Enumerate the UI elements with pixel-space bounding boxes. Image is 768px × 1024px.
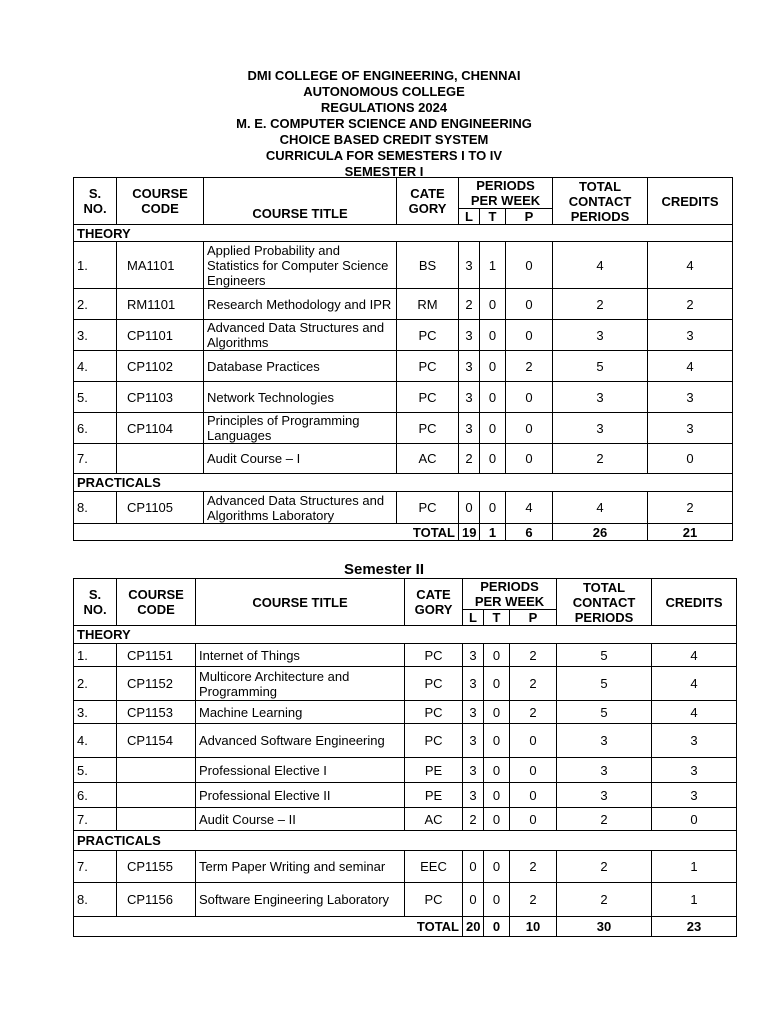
row-l: 3: [463, 701, 484, 724]
total-l: 20: [463, 917, 484, 937]
row-t: 0: [484, 724, 510, 758]
table-row: [74, 351, 733, 382]
theory-label: THEORY: [74, 225, 733, 242]
row-credits: 0: [652, 808, 737, 831]
semester-1-table: [73, 177, 733, 541]
row-l: 3: [463, 783, 484, 808]
semester-1-title: SEMESTER I: [344, 164, 424, 179]
row-contact: 4: [553, 492, 648, 524]
row-l: 3: [459, 242, 480, 289]
total-credits: 23: [652, 917, 737, 937]
row-course-title: Professional Elective I: [196, 758, 405, 783]
row-course-title: Advanced Software Engineering: [196, 724, 405, 758]
total-p: 10: [510, 917, 557, 937]
row-course-code: [117, 783, 196, 808]
row-l: 0: [463, 883, 484, 917]
row-contact: 3: [553, 413, 648, 444]
row-t: 0: [484, 883, 510, 917]
row-category: PC: [397, 382, 459, 413]
total-row: [74, 917, 737, 937]
row-category: PE: [405, 783, 463, 808]
row-p: 0: [510, 724, 557, 758]
row-p: 2: [510, 883, 557, 917]
col-t: T: [484, 610, 510, 626]
row-course-title: Professional Elective II: [196, 783, 405, 808]
row-contact: 5: [557, 701, 652, 724]
practicals-label: PRACTICALS: [74, 474, 733, 492]
col-title: COURSE TITLE: [204, 178, 397, 225]
row-contact: 3: [553, 320, 648, 351]
row-course-code: CP1156: [117, 883, 196, 917]
practicals-label: PRACTICALS: [74, 831, 737, 851]
row-sno: 3.: [74, 701, 117, 724]
program-name: M. E. COMPUTER SCIENCE AND ENGINEERING: [236, 116, 532, 131]
row-t: 0: [480, 413, 506, 444]
row-course-code: [117, 808, 196, 831]
row-course-title: Database Practices: [204, 351, 397, 382]
col-credits: CREDITS: [652, 579, 737, 626]
col-contact: TOTAL CONTACT PERIODS: [557, 579, 652, 626]
row-credits: 3: [652, 758, 737, 783]
row-t: 1: [480, 242, 506, 289]
row-sno: 8.: [74, 492, 117, 524]
row-l: 2: [463, 808, 484, 831]
row-course-title: Audit Course – I: [204, 444, 397, 474]
curricula-title: CURRICULA FOR SEMESTERS I TO IV: [265, 148, 503, 163]
row-course-code: CP1155: [117, 851, 196, 883]
table-row: [74, 724, 737, 758]
col-credits: CREDITS: [648, 178, 733, 225]
row-p: 0: [510, 808, 557, 831]
row-credits: 3: [648, 382, 733, 413]
table-row: [74, 444, 733, 474]
total-label: TOTAL: [74, 917, 463, 937]
row-sno: 8.: [74, 883, 117, 917]
document-header: [0, 68, 768, 180]
total-contact: 26: [553, 524, 648, 541]
credit-system: CHOICE BASED CREDIT SYSTEM: [279, 132, 489, 147]
row-category: AC: [405, 808, 463, 831]
table-row: [74, 413, 733, 444]
row-category: RM: [397, 289, 459, 320]
row-credits: 3: [648, 320, 733, 351]
row-t: 0: [480, 289, 506, 320]
row-category: AC: [397, 444, 459, 474]
row-p: 0: [506, 413, 553, 444]
table-row: [74, 289, 733, 320]
row-course-code: RM1101: [117, 289, 204, 320]
row-t: 0: [484, 851, 510, 883]
college-status: AUTONOMOUS COLLEGE: [303, 84, 465, 99]
col-sno: S. NO.: [74, 579, 117, 626]
row-sno: 3.: [74, 320, 117, 351]
row-p: 0: [506, 320, 553, 351]
row-category: PC: [405, 667, 463, 701]
row-credits: 1: [652, 851, 737, 883]
regulations: REGULATIONS 2024: [320, 100, 448, 115]
row-credits: 4: [652, 644, 737, 667]
row-course-title: Advanced Data Structures and Algorithms: [204, 320, 397, 351]
row-t: 0: [484, 701, 510, 724]
row-l: 3: [463, 667, 484, 701]
row-credits: 4: [652, 701, 737, 724]
col-l: L: [463, 610, 484, 626]
total-label: TOTAL: [74, 524, 459, 541]
row-credits: 1: [652, 883, 737, 917]
row-l: 3: [459, 320, 480, 351]
row-p: 0: [506, 289, 553, 320]
row-contact: 4: [553, 242, 648, 289]
row-course-code: CP1103: [117, 382, 204, 413]
row-credits: 2: [648, 492, 733, 524]
row-course-code: CP1153: [117, 701, 196, 724]
row-course-code: CP1104: [117, 413, 204, 444]
semester-2-table: [73, 578, 737, 937]
row-contact: 3: [557, 724, 652, 758]
total-t: 0: [484, 917, 510, 937]
row-course-title: Advanced Data Structures and Algorithms Laboratory: [204, 492, 397, 524]
row-course-title: Audit Course – II: [196, 808, 405, 831]
row-t: 0: [484, 644, 510, 667]
row-p: 2: [510, 667, 557, 701]
table-row: [74, 758, 737, 783]
row-contact: 2: [557, 883, 652, 917]
row-course-code: MA1101: [117, 242, 204, 289]
row-t: 0: [484, 758, 510, 783]
row-l: 3: [459, 351, 480, 382]
row-l: 3: [459, 413, 480, 444]
table-row: [74, 667, 737, 701]
row-l: 2: [459, 444, 480, 474]
row-t: 0: [484, 783, 510, 808]
row-credits: 3: [652, 724, 737, 758]
row-credits: 3: [652, 783, 737, 808]
row-sno: 4.: [74, 351, 117, 382]
row-p: 2: [510, 851, 557, 883]
row-sno: 6.: [74, 783, 117, 808]
table-row: [74, 320, 733, 351]
row-contact: 5: [557, 667, 652, 701]
row-sno: 7.: [74, 851, 117, 883]
row-t: 0: [484, 808, 510, 831]
row-contact: 5: [557, 644, 652, 667]
row-l: 3: [463, 758, 484, 783]
row-contact: 2: [557, 808, 652, 831]
row-p: 0: [506, 382, 553, 413]
table-row: [74, 492, 733, 524]
row-category: PC: [397, 492, 459, 524]
row-t: 0: [480, 320, 506, 351]
col-p: P: [506, 209, 553, 225]
row-p: 0: [506, 444, 553, 474]
row-credits: 2: [648, 289, 733, 320]
row-sno: 2.: [74, 289, 117, 320]
row-course-code: [117, 758, 196, 783]
row-contact: 2: [553, 444, 648, 474]
row-contact: 2: [557, 851, 652, 883]
row-p: 4: [506, 492, 553, 524]
row-contact: 2: [553, 289, 648, 320]
col-periods: PERIODS PER WEEK: [463, 579, 557, 610]
row-t: 0: [484, 667, 510, 701]
col-contact: TOTAL CONTACT PERIODS: [553, 178, 648, 225]
row-p: 2: [510, 701, 557, 724]
row-p: 2: [506, 351, 553, 382]
table-row: [74, 382, 733, 413]
row-sno: 5.: [74, 758, 117, 783]
row-contact: 3: [553, 382, 648, 413]
table-row: [74, 242, 733, 289]
row-course-code: CP1152: [117, 667, 196, 701]
row-course-title: Software Engineering Laboratory: [196, 883, 405, 917]
row-t: 0: [480, 444, 506, 474]
semester-2-title: Semester II: [343, 561, 425, 578]
row-course-code: CP1101: [117, 320, 204, 351]
row-t: 0: [480, 351, 506, 382]
row-sno: 2.: [74, 667, 117, 701]
col-category: CATE GORY: [405, 579, 463, 626]
row-category: PC: [405, 724, 463, 758]
row-category: PC: [405, 644, 463, 667]
row-sno: 4.: [74, 724, 117, 758]
row-l: 2: [459, 289, 480, 320]
row-contact: 5: [553, 351, 648, 382]
row-sno: 6.: [74, 413, 117, 444]
col-category: CATE GORY: [397, 178, 459, 225]
row-course-code: CP1151: [117, 644, 196, 667]
row-category: PC: [397, 351, 459, 382]
row-category: BS: [397, 242, 459, 289]
col-p: P: [510, 610, 557, 626]
row-course-title: Research Methodology and IPR: [204, 289, 397, 320]
row-l: 3: [459, 382, 480, 413]
row-sno: 7.: [74, 444, 117, 474]
row-p: 2: [510, 644, 557, 667]
row-course-code: CP1154: [117, 724, 196, 758]
row-category: PE: [405, 758, 463, 783]
row-sno: 7.: [74, 808, 117, 831]
row-p: 0: [510, 783, 557, 808]
row-course-title: Machine Learning: [196, 701, 405, 724]
table-row: [74, 644, 737, 667]
col-title: COURSE TITLE: [196, 579, 405, 626]
row-credits: 4: [652, 667, 737, 701]
row-l: 3: [463, 644, 484, 667]
row-l: 0: [463, 851, 484, 883]
row-p: 0: [510, 758, 557, 783]
row-l: 3: [463, 724, 484, 758]
row-course-title: Applied Probability and Statistics for Computer Science Engineers: [204, 242, 397, 289]
total-row: [74, 524, 733, 541]
row-sno: 5.: [74, 382, 117, 413]
row-course-title: Principles of Programming Languages: [204, 413, 397, 444]
row-course-code: [117, 444, 204, 474]
row-category: PC: [405, 883, 463, 917]
row-contact: 3: [557, 783, 652, 808]
row-sno: 1.: [74, 242, 117, 289]
col-sno: S. NO.: [74, 178, 117, 225]
row-l: 0: [459, 492, 480, 524]
col-l: L: [459, 209, 480, 225]
row-credits: 3: [648, 413, 733, 444]
row-contact: 3: [557, 758, 652, 783]
row-course-code: CP1102: [117, 351, 204, 382]
row-credits: 0: [648, 444, 733, 474]
col-code: COURSE CODE: [117, 178, 204, 225]
col-periods: PERIODS PER WEEK: [459, 178, 553, 209]
total-l: 19: [459, 524, 480, 541]
table-row: [74, 883, 737, 917]
row-course-title: Multicore Architecture and Programming: [196, 667, 405, 701]
row-category: PC: [397, 320, 459, 351]
table-row: [74, 808, 737, 831]
total-credits: 21: [648, 524, 733, 541]
row-course-title: Term Paper Writing and seminar: [196, 851, 405, 883]
row-course-title: Internet of Things: [196, 644, 405, 667]
row-p: 0: [506, 242, 553, 289]
total-p: 6: [506, 524, 553, 541]
col-t: T: [480, 209, 506, 225]
col-code: COURSE CODE: [117, 579, 196, 626]
row-category: PC: [397, 413, 459, 444]
row-course-title: Network Technologies: [204, 382, 397, 413]
table-row: [74, 783, 737, 808]
college-name: DMI COLLEGE OF ENGINEERING, CHENNAI: [247, 68, 521, 83]
table-row: [74, 701, 737, 724]
row-category: EEC: [405, 851, 463, 883]
row-sno: 1.: [74, 644, 117, 667]
table-row: [74, 851, 737, 883]
row-credits: 4: [648, 351, 733, 382]
row-t: 0: [480, 492, 506, 524]
total-contact: 30: [557, 917, 652, 937]
row-category: PC: [405, 701, 463, 724]
theory-label: THEORY: [74, 626, 737, 644]
total-t: 1: [480, 524, 506, 541]
row-course-code: CP1105: [117, 492, 204, 524]
row-t: 0: [480, 382, 506, 413]
row-credits: 4: [648, 242, 733, 289]
